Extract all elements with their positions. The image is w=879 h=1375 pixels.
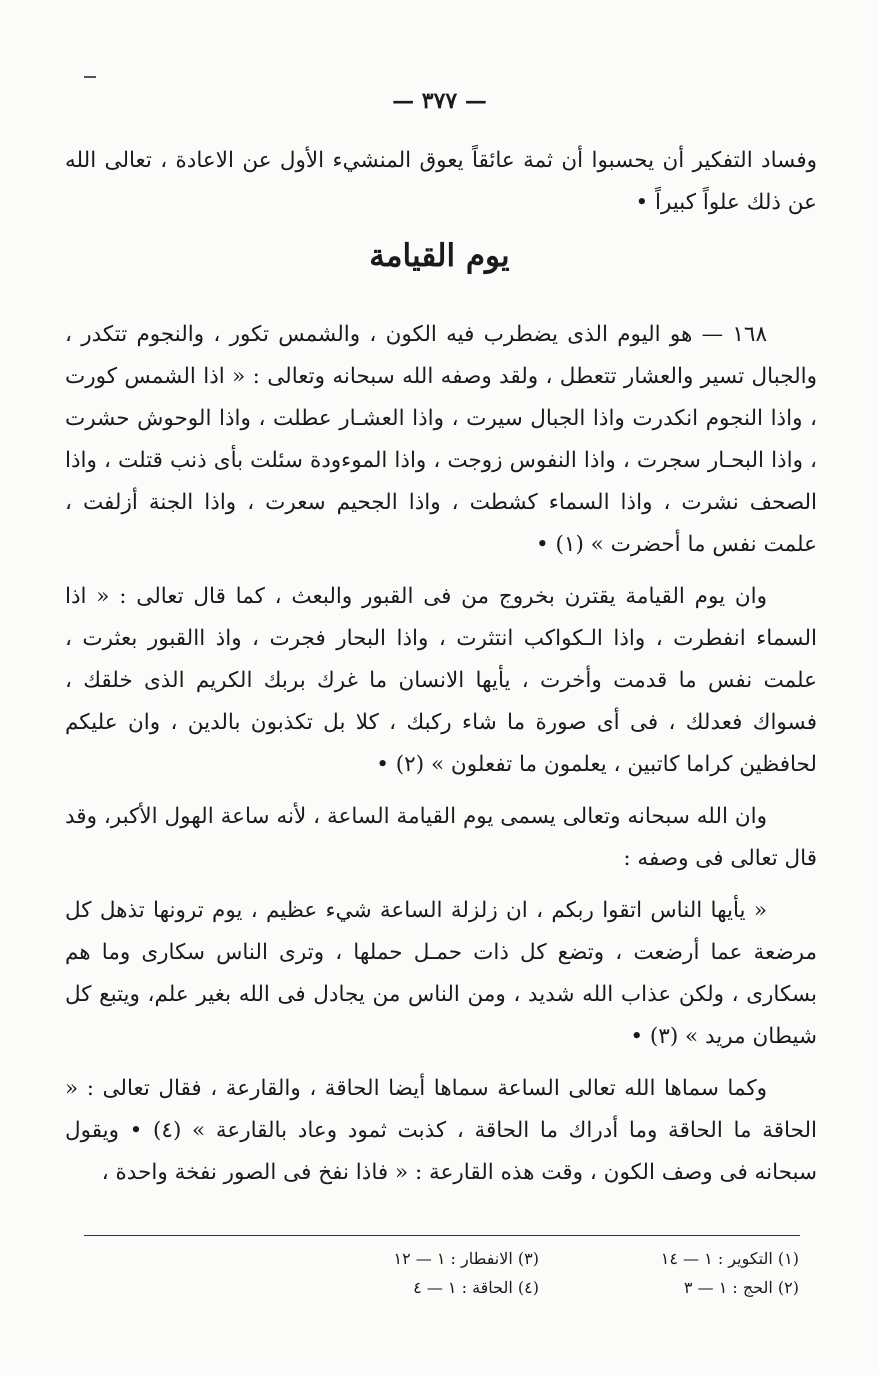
footnotes — [99, 1244, 799, 1302]
intro-text — [65, 140, 817, 234]
footnote-4: (٤) الحاقة : ١ — ٤ — [413, 1278, 539, 1297]
footnote-row — [99, 1244, 799, 1273]
paragraph-2: وان يوم القيامة يقترن بخروج من فى القبور والبعث ، كما قال تعالى : « اذا السماء انفطرت ، واذا الـكواكب انتثرت ، واذا البحار فجرت ، واذ االقبور بعثرت ، علمت نفس ما قدمت وأخرت ، يأيها الانسان ما غرك بربك الكريم الذى خلقك ، فسواك فعدلك ، فى أى صورة ما شاء ركبك ، كلا بل تكذبون بالدين ، وان عليكم لحافظين كراما كاتبين ، يعلمون ما تفعلون » (٢) • — [65, 584, 817, 777]
paragraph-5: وكما سماها الله تعالى الساعة سماها أيضا الحاقة ، والقارعة ، فقال تعالى : « الحاقة ما الحاقة وما أدراك ما الحاقة ، كذبت ثمود وعاد بالقارعة » (٤) • ويقول سبحانه فى وصف الكون ، وقت هذه القارعة : « فاذا نفخ فى الصور نفخة واحدة ، — [65, 1076, 817, 1185]
footnote-2: (٢) الحج : ١ — ٣ — [683, 1278, 799, 1297]
footnote-divider — [84, 1235, 800, 1236]
footnote-1: (١) التكوير : ١ — ١٤ — [660, 1249, 799, 1268]
section-title: يوم القيامة — [369, 238, 510, 274]
main-text — [65, 314, 817, 1204]
intro-paragraph: وفساد التفكير أن يحسبوا أن ثمة عائقاً يعوق المنشيء الأول عن الاعادة ، تعالى الله عن ذلك علواً كبيراً • — [65, 148, 817, 215]
paragraph-4: « يأيها الناس اتقوا ربكم ، ان زلزلة الساعة شيء عظيم ، يوم ترونها تذهل كل مرضعة عما أرضعت ، وتضع كل ذات حمـل حملها ، وترى الناس سكارى وما هم بسكارى ، ولكن عذاب الله شديد ، ومن الناس من يجادل فى الله بغير علم، ويتبع كل شيطان مريد » (٣) • — [65, 898, 817, 1049]
footnote-3: (٣) الانفطار : ١ — ١٢ — [393, 1249, 539, 1268]
margin-mark — [84, 76, 96, 78]
page-number: — ٣٧٧ — — [392, 88, 487, 114]
paragraph-1: ١٦٨ — هو اليوم الذى يضطرب فيه الكون ، والشمس تكور ، والنجوم تتكدر ، والجبال تسير والعشار تتعطل ، ولقد وصفه الله سبحانه وتعالى : « اذا الشمس كورت ، واذا النجوم انكدرت واذا الجبال سيرت ، واذا العشـار عطلت ، واذا الوحوش حشرت ، واذا البحـار سجرت ، واذا النفوس زوجت ، واذا الموءودة سئلت بأى ذنب قتلت ، واذا الصحف نشرت ، واذا السماء كشطت ، واذا الجحيم سعرت ، واذا الجنة أزلفت ، علمت نفس ما أحضرت » (١) • — [65, 322, 817, 557]
paragraph-3: وان الله سبحانه وتعالى يسمى يوم القيامة الساعة ، لأنه ساعة الهول الأكبر، وقد قال تعالى فى وصفه : — [65, 804, 817, 871]
footnote-row — [99, 1273, 799, 1302]
